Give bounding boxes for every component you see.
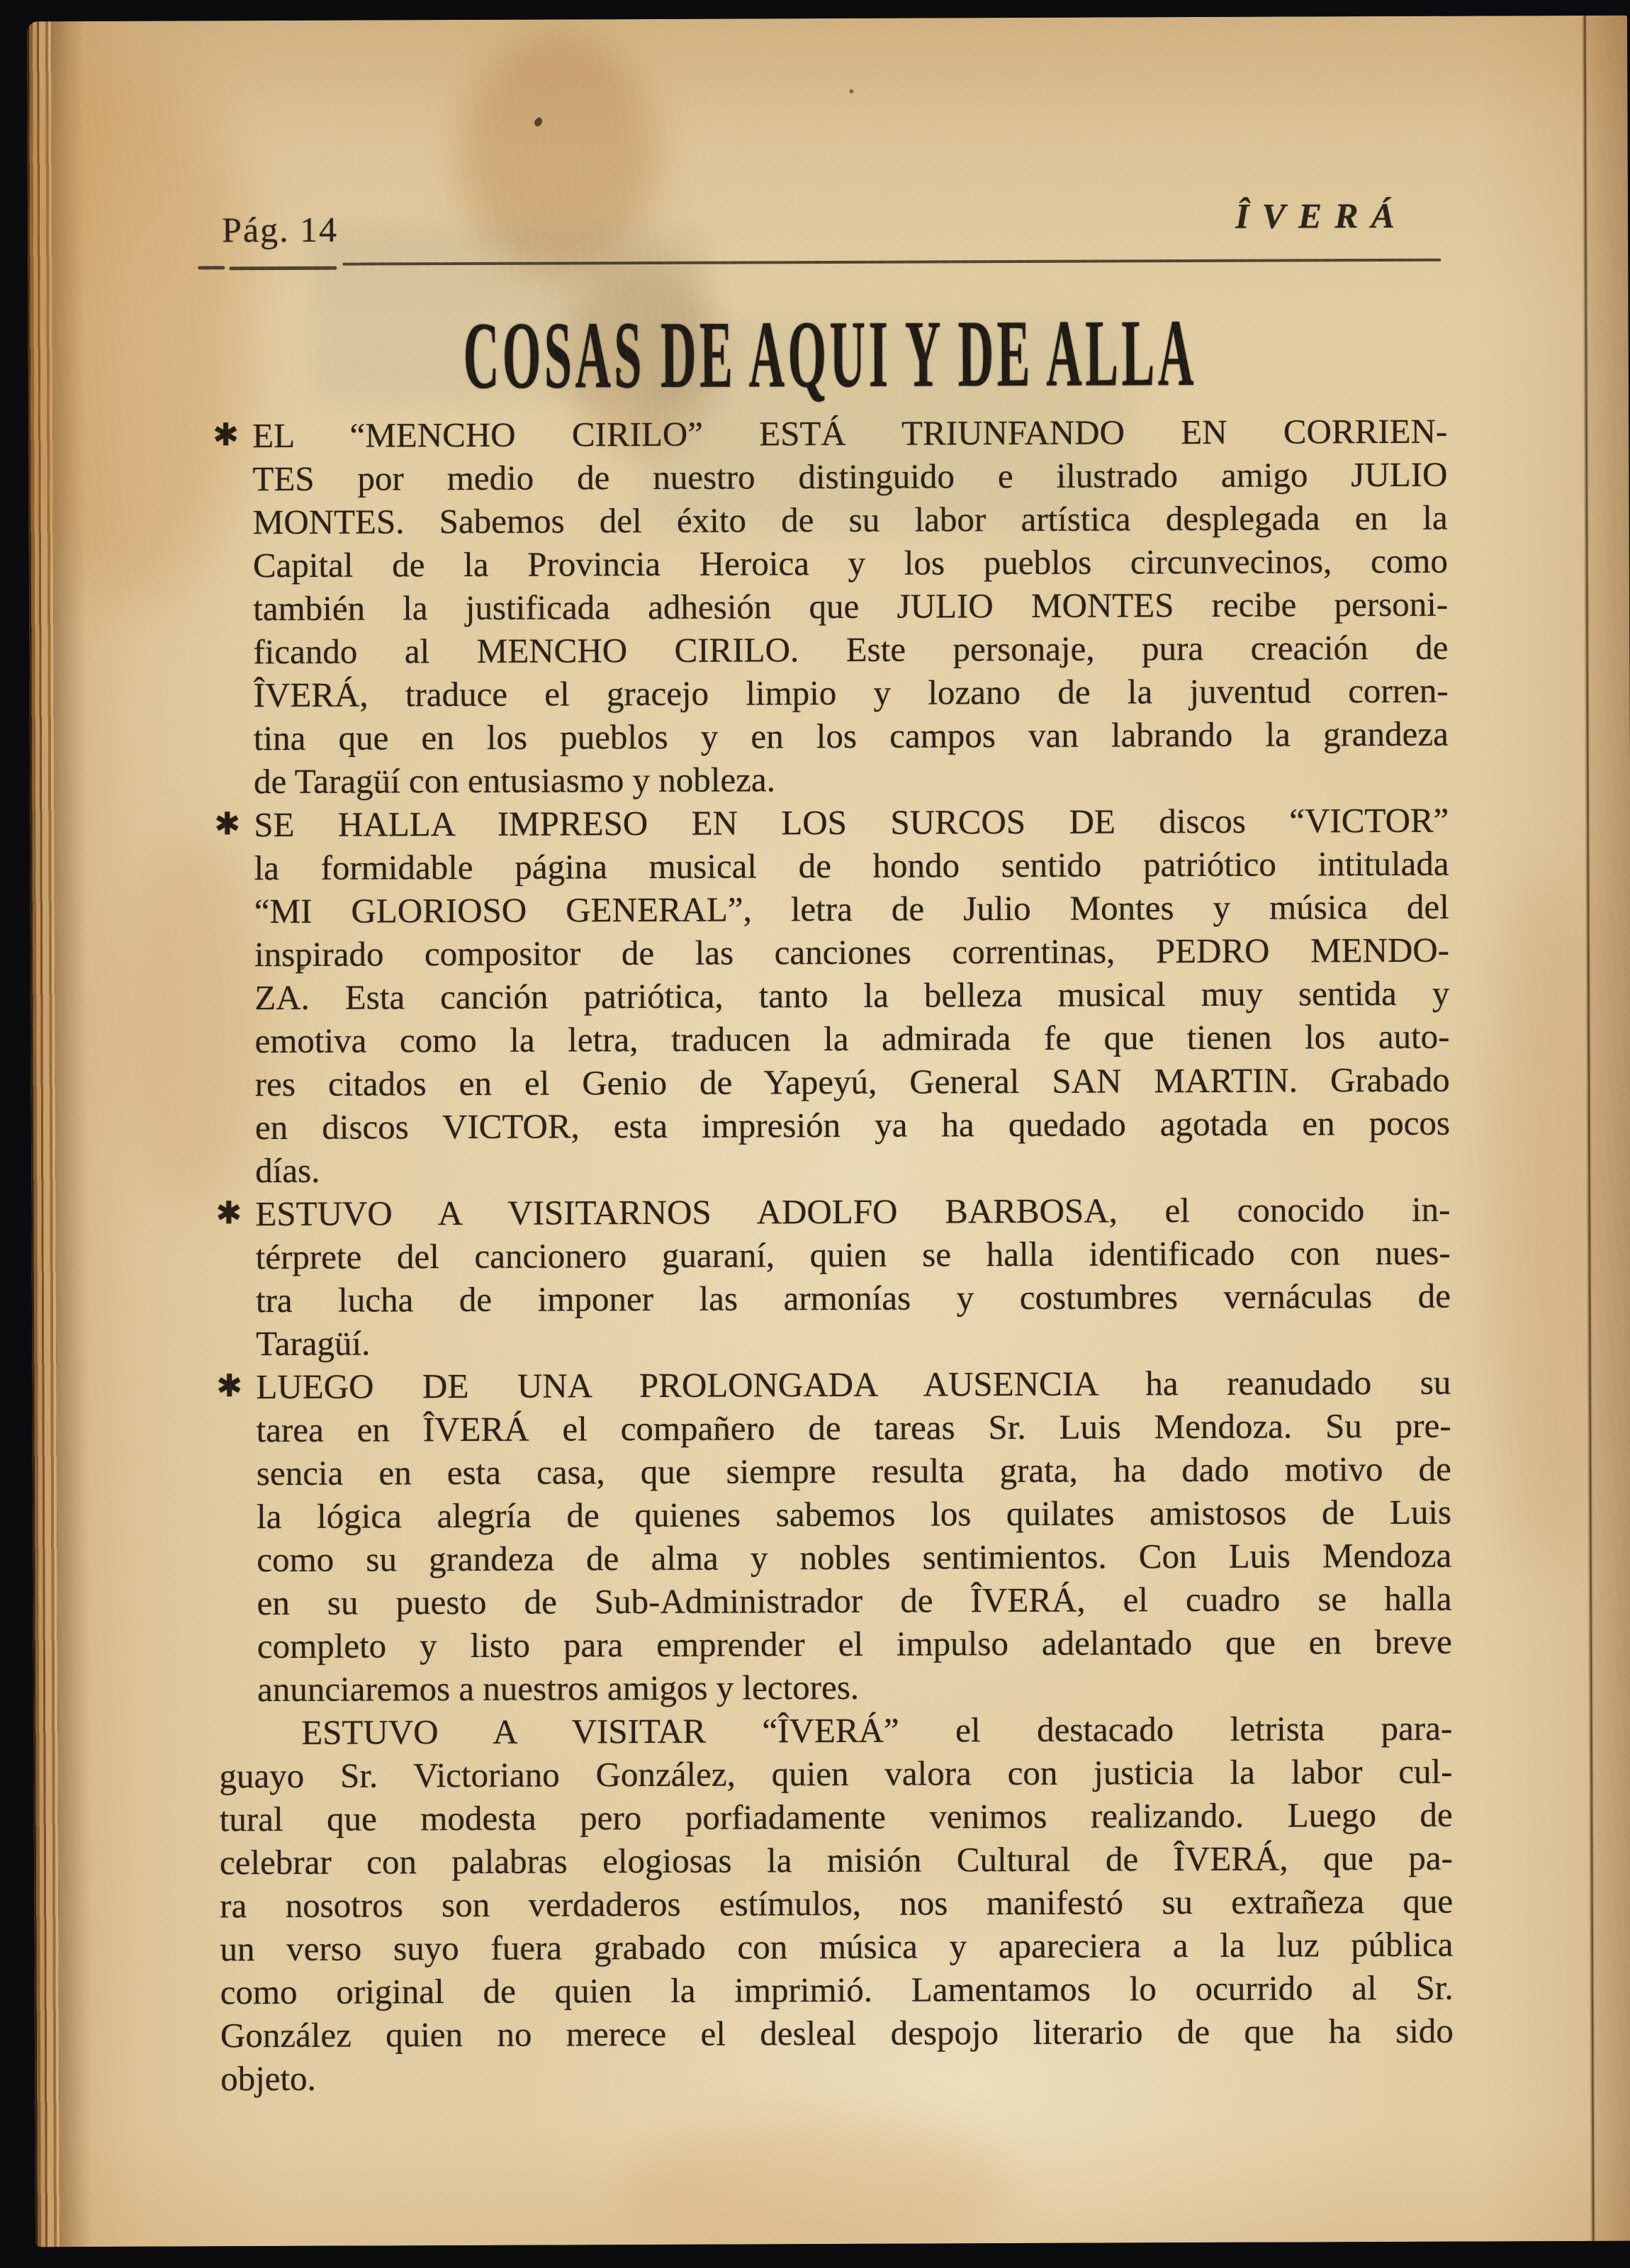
paper-stain bbox=[459, 33, 658, 275]
text-line: ESTUVO A VISITARNOS ADOLFO BARBOSA, el conocido in- bbox=[255, 1189, 1451, 1234]
paper-stain bbox=[616, 2116, 1013, 2247]
text-line: también la justificada adhesión que JULIO MONTES recibe personi- bbox=[253, 584, 1449, 629]
article bbox=[218, 1361, 1452, 1712]
header-rule-segment bbox=[198, 266, 225, 269]
bullet-asterisk-icon: ✱ bbox=[213, 417, 240, 454]
article bbox=[217, 1188, 1451, 1366]
ink-speck bbox=[849, 89, 853, 94]
text-line: anunciaremos a nuestros amigos y lectores. bbox=[257, 1667, 860, 1710]
scanned-page bbox=[27, 16, 1630, 2247]
text-line: ficando al MENCHO CIRILO. Este personaje, pura creación de bbox=[253, 627, 1449, 672]
text-line: Taragüí. bbox=[256, 1323, 371, 1364]
text-line: SE HALLA IMPRESO EN LOS SURCOS DE discos “VICTOR” bbox=[254, 800, 1449, 845]
text-line: res citados en el Genio de Yapeyú, General SAN MARTIN. Grabado bbox=[254, 1060, 1450, 1104]
text-line: ESTUVO A VISITAR “ÎVERÁ” el destacado letrista para- bbox=[301, 1708, 1453, 1752]
text-line: de Taragüí con entusiasmo y nobleza. bbox=[253, 760, 776, 802]
text-line: ÎVERÁ, traduce el gracejo limpio y lozano de la juventud corren- bbox=[253, 670, 1449, 715]
text-line: completo y listo para emprender el impulso adelantado que en breve bbox=[257, 1622, 1452, 1666]
text-line: tural que modesta pero porfiadamente venimos realizando. Luego de bbox=[219, 1795, 1453, 1839]
ink-speck bbox=[533, 116, 544, 128]
text-line: como original de quien la imprimió. Lamentamos lo ocurrido al Sr. bbox=[220, 1967, 1454, 2012]
text-line: emotiva como la letra, traducen la admirada fe que tienen los auto- bbox=[254, 1016, 1450, 1061]
header-rule bbox=[342, 259, 1441, 266]
section-title: COSAS DE AQUI Y DE ALLA bbox=[463, 300, 1198, 410]
text-line: un verso suyo fuera grabado con música y apareciera a la luz pública bbox=[220, 1924, 1454, 1969]
text-line: tra lucha de imponer las armonías y costumbres vernáculas de bbox=[255, 1276, 1451, 1320]
text-line: la formidable página musical de hondo sentido patriótico intitulada bbox=[254, 843, 1449, 888]
text-line: celebrar con palabras elogiosas la misión Cultural de ÎVERÁ, que pa- bbox=[219, 1838, 1454, 1882]
bullet-asterisk-icon: ✱ bbox=[216, 1368, 243, 1405]
header-rule-segment bbox=[229, 266, 337, 271]
text-line: ZA. Esta canción patriótica, tanto la belleza musical muy sentida y bbox=[254, 973, 1450, 1018]
text-line: ra nosotros son verdaderos estímulos, nos manifestó su extrañeza que bbox=[220, 1881, 1454, 1926]
text-line: “MI GLORIOSO GENERAL”, letra de Julio Montes y música del bbox=[254, 887, 1449, 931]
text-line: como su grandeza de alma y nobles sentimientos. Con Luis Mendoza bbox=[257, 1535, 1452, 1580]
text-line: MONTES. Sabemos del éxito de su labor artística desplegada en la bbox=[252, 498, 1448, 542]
text-line: la lógica alegría de quienes sabemos los quilates amistosos de Luis bbox=[256, 1492, 1452, 1537]
text-line: guayo Sr. Victoriano González, quien valora con justicia la labor cul- bbox=[219, 1751, 1453, 1796]
text-line: TES por medio de nuestro distinguido e ilustrado amigo JULIO bbox=[252, 454, 1448, 499]
page-number-label: Pág. 14 bbox=[222, 209, 339, 250]
text-line: tarea en ÎVERÁ el compañero de tareas Sr. Luis Mendoza. Su pre- bbox=[256, 1405, 1451, 1450]
printed-content bbox=[213, 16, 1454, 2099]
article bbox=[219, 1707, 1454, 2101]
text-line: en discos VICTOR, esta impresión ya ha quedado agotada en pocos bbox=[254, 1103, 1451, 1147]
text-line: González quien no merece el desleal despojo literario de que ha sido bbox=[220, 2011, 1454, 2055]
text-line: térprete del cancionero guaraní, quien se halla identificado con nues- bbox=[255, 1233, 1451, 1277]
text-line: inspirado compositor de las canciones correntinas, PEDRO MENDO- bbox=[254, 930, 1450, 975]
fold-right-strip bbox=[1586, 16, 1630, 2241]
article bbox=[214, 410, 1449, 804]
text-line: días. bbox=[255, 1150, 320, 1191]
text-line: Capital de la Provincia Heroica y los pueblos circunvecinos, como bbox=[252, 541, 1449, 585]
masthead-title: ÎVERÁ bbox=[1235, 195, 1408, 236]
bullet-asterisk-icon: ✱ bbox=[215, 1195, 242, 1232]
text-line: EL “MENCHO CIRILO” ESTÁ TRIUNFANDO EN CORRIEN- bbox=[252, 411, 1448, 456]
text-line: sencia en esta casa, que siempre resulta grata, ha dado motivo de bbox=[256, 1449, 1451, 1493]
article-list bbox=[214, 410, 1454, 2101]
text-line: tina que en los pueblos y en los campos van labrando la grandeza bbox=[253, 714, 1449, 758]
text-line: objeto. bbox=[220, 2058, 316, 2099]
text-line: LUEGO DE UNA PROLONGADA AUSENCIA ha reanudado su bbox=[256, 1362, 1451, 1407]
bullet-asterisk-icon: ✱ bbox=[214, 806, 241, 843]
article bbox=[215, 799, 1450, 1193]
text-line: en su puesto de Sub-Administrador de ÎVERÁ, el cuadro se halla bbox=[257, 1578, 1452, 1623]
